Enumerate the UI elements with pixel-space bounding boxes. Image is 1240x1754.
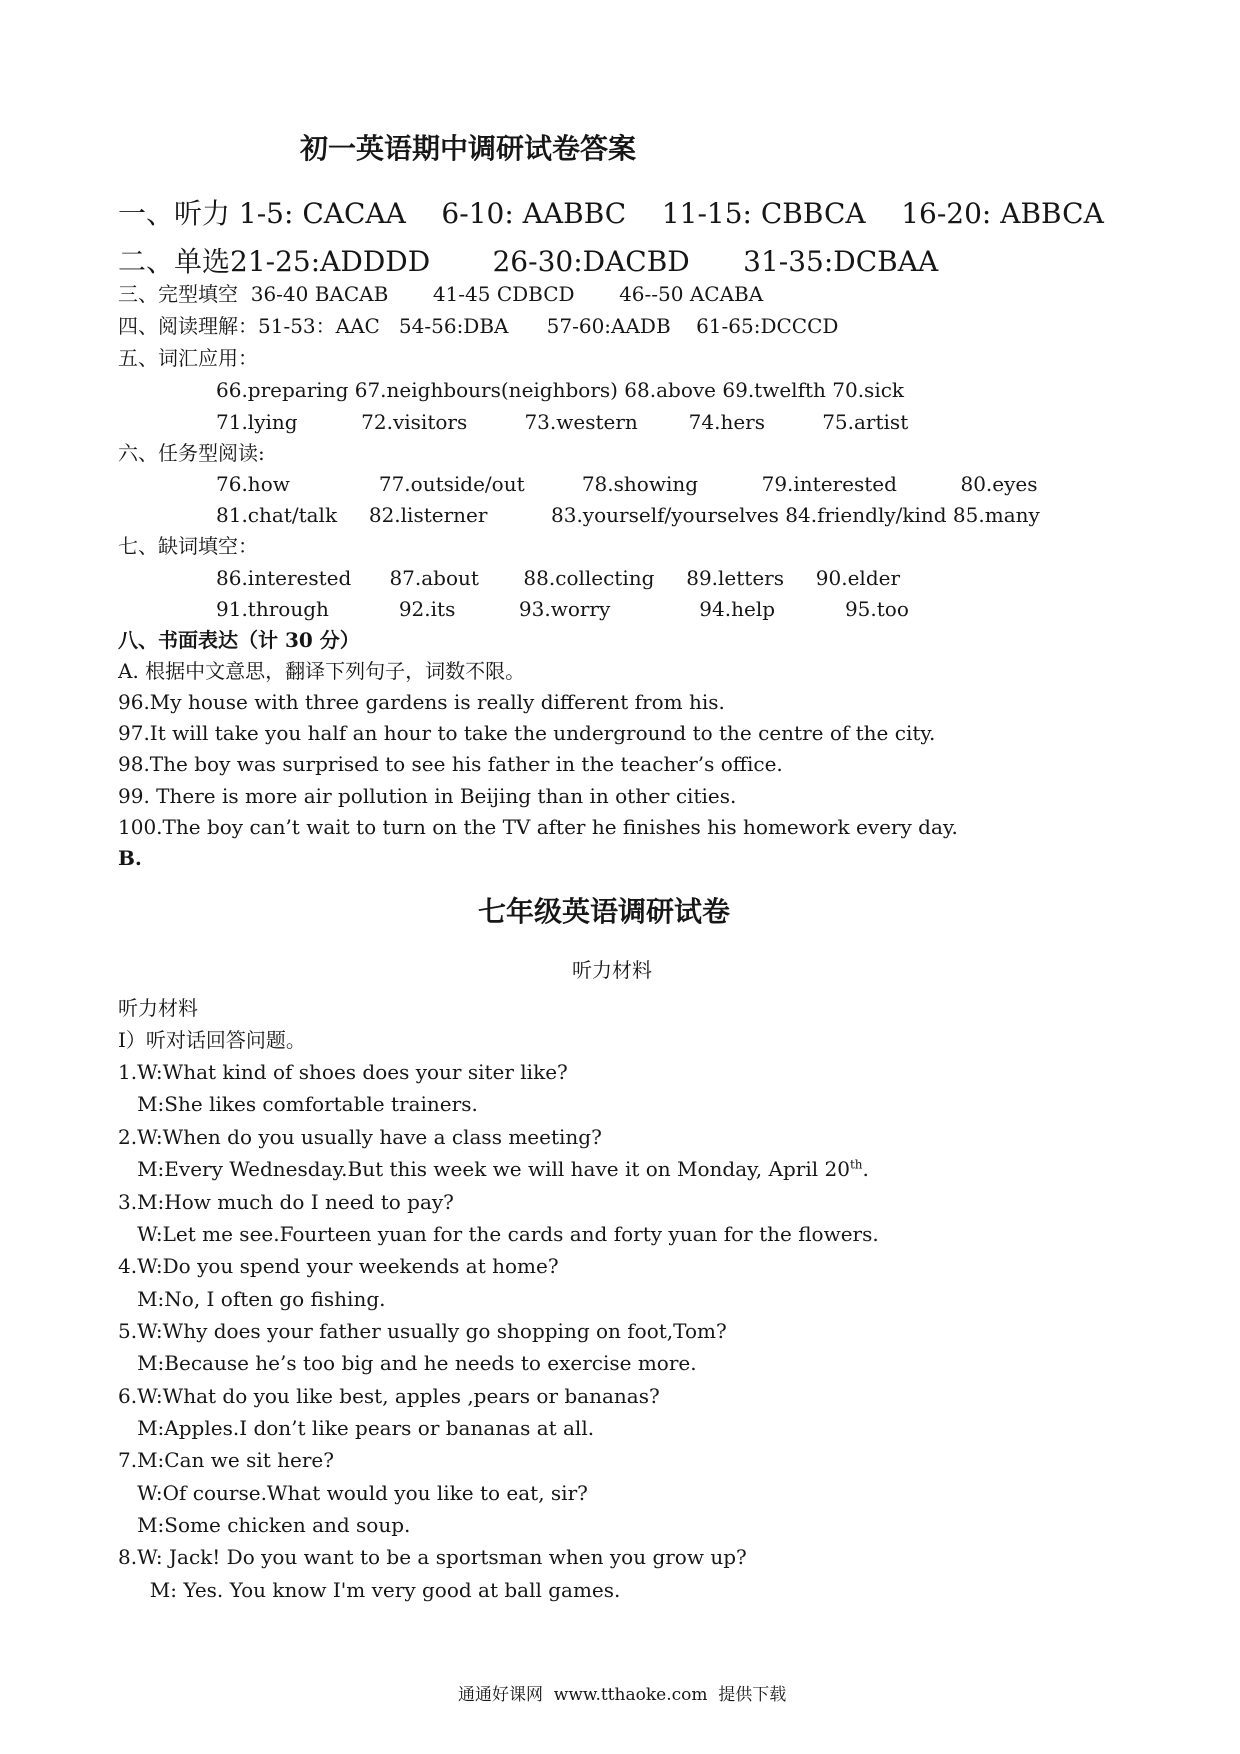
section-8-part-b: B.: [118, 846, 142, 870]
dialog-line: 1.W:What kind of shoes does your siter like?: [118, 1060, 568, 1084]
section-5-answers-line1: 66.preparing 67.neighbours(neighbors) 68.above 69.twelfth 70.sick: [216, 378, 905, 402]
section-7-answers-line2: 91.through 92.its 93.worry 94.help 95.too: [216, 597, 909, 621]
sentence-99: 99. There is more air pollution in Beijing than in other cities.: [118, 784, 737, 808]
dialog-line: 3.M:How much do I need to pay?: [118, 1190, 454, 1214]
dialog-line: W:Let me see.Fourteen yuan for the cards and forty yuan for the flowers.: [118, 1222, 879, 1246]
listening-title: 听力材料: [572, 958, 652, 982]
dialog-line: M:She likes comfortable trainers.: [118, 1092, 478, 1116]
dialog-line: 7.M:Can we sit here?: [118, 1448, 334, 1472]
dialog-line: M:No, I often go fishing.: [118, 1287, 386, 1311]
sentence-97: 97.It will take you half an hour to take the underground to the centre of the city.: [118, 721, 936, 745]
sentence-98: 98.The boy was surprised to see his father in the teacher’s office.: [118, 752, 783, 776]
answer-title: 初一英语期中调研试卷答案: [300, 132, 637, 165]
dialog-line: 4.W:Do you spend your weekends at home?: [118, 1254, 559, 1278]
dialog-line: M:Every Wednesday.But this week we will have it on Monday, April 20: [118, 1157, 850, 1181]
dialog-line: 2.W:When do you usually have a class meeting?: [118, 1125, 602, 1149]
section-3-cloze-answers: 三、完型填空 36-40 BACAB 41-45 CDBCD 46--50 ACABA: [118, 282, 764, 306]
section-6-heading: 六、任务型阅读:: [118, 441, 265, 465]
dialog-line: M:Some chicken and soup.: [118, 1513, 411, 1537]
sentence-96: 96.My house with three gardens is really different from his.: [118, 690, 725, 714]
section-5-answers-line2: 71.lying 72.visitors 73.western 74.hers 75.artist: [216, 410, 909, 434]
section-2-single-choice-answers: 二、单选21-25:ADDDD 26-30:DACBD 31-35:DCBAA: [118, 245, 939, 278]
footer-source: 通通好课网 www.tthaoke.com 提供下载: [458, 1685, 787, 1705]
section-6-answers-line2: 81.chat/talk 82.listerner 83.yourself/yourselves 84.friendly/kind 85.many: [216, 503, 1040, 527]
sentence-100: 100.The boy can’t wait to turn on the TV after he finishes his homework every day.: [118, 815, 958, 839]
exam-title: 七年级英语调研试卷: [478, 895, 731, 928]
section-1-listening-answers: 一、听力 1-5: CACAA 6-10: AABBC 11-15: CBBCA 16-20: ABBCA: [118, 197, 1104, 230]
section-6-answers-line1: 76.how 77.outside/out 78.showing 79.interested 80.eyes: [216, 472, 1038, 496]
section-7-answers-line1: 86.interested 87.about 88.collecting 89.letters 90.elder: [216, 566, 901, 590]
dialog-line: M:Because he’s too big and he needs to exercise more.: [118, 1351, 697, 1375]
section-4-reading-answers: 四、阅读理解：51-53：AAC 54-56:DBA 57-60:AADB 61-65:DCCCD: [118, 314, 839, 338]
section-8-part-a: A. 根据中文意思，翻译下列句子，词数不限。: [118, 659, 526, 683]
dialog-line: 8.W: Jack! Do you want to be a sportsman when you grow up?: [118, 1545, 747, 1569]
dialog-line: 6.W:What do you like best, apples ,pears or bananas?: [118, 1384, 660, 1408]
section-7-heading: 七、缺词填空：: [118, 534, 258, 558]
dialog-line: M: Yes. You know I'm very good at ball games.: [118, 1578, 621, 1602]
dialog-line-date: [118, 1159, 869, 1179]
section-5-heading: 五、词汇应用：: [118, 346, 258, 370]
date-end: .: [862, 1157, 869, 1181]
part-1-heading: I）听对话回答问题。: [118, 1028, 306, 1052]
dialog-line: M:Apples.I don’t like pears or bananas at all.: [118, 1416, 595, 1440]
listening-label: 听力材料: [118, 996, 198, 1020]
dialog-line: W:Of course.What would you like to eat, sir?: [118, 1481, 588, 1505]
dialog-line: 5.W:Why does your father usually go shopping on foot,Tom?: [118, 1319, 727, 1343]
date-suffix: th: [849, 1157, 863, 1172]
section-8-heading: 八、书面表达（计 30 分）: [118, 628, 360, 652]
